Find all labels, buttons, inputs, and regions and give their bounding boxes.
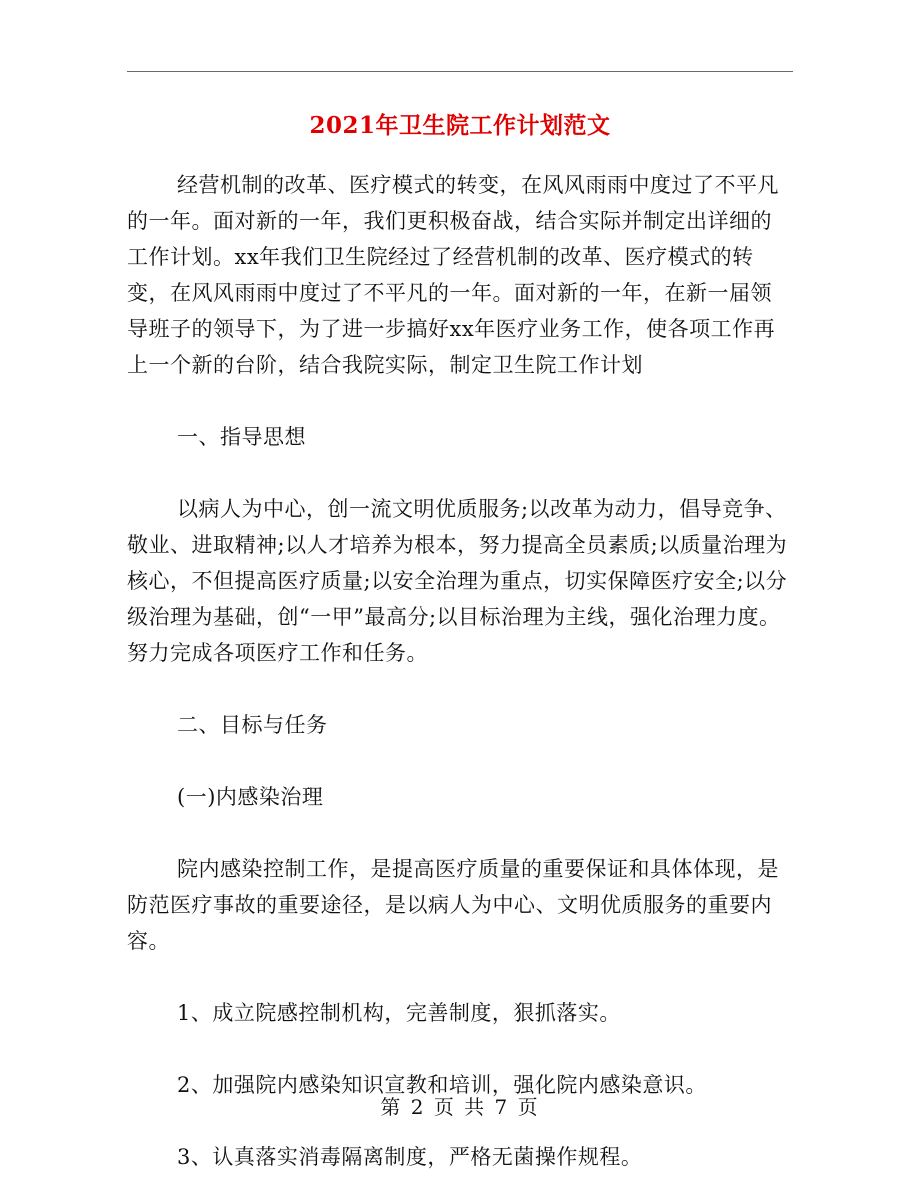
heading-guiding-ideology: 一、指导思想	[177, 425, 306, 449]
page-number: 第 2 页 共 7 页	[380, 1095, 540, 1119]
list-item: 2、加强院内感染知识宣教和培训，强化院内感染意识。	[177, 1073, 707, 1097]
paragraph-intro: 经营机制的改革、医疗模式的转变，在风风雨雨中度过了不平凡的一年。面对新的一年，我们更积极奋战，结合实际并制定出详细的工作计划。xx年我们卫生院经过了经营机制的改革、医疗模式的转变，在风风雨雨中度过了不平凡的一年。面对新的一年，在新一届领导班子的领导下，为了进一步搞好xx年医疗业务工作，使各项工作再上一个新的台阶，结合我院实际，制定卫生院工作计划	[127, 173, 779, 377]
header-rule	[127, 71, 793, 72]
subheading-infection-control: (一)内感染治理	[177, 785, 324, 809]
paragraph-guiding-ideology: 以病人为中心，创一流文明优质服务;以改革为动力，倡导竞争、敬业、进取精神;以人才培养为根本，努力提高全员素质;以质量治理为核心，不但提高医疗质量;以安全治理为重点，切实保障医疗安全;以分级治理为基础，创“一甲”最高分;以目标治理为主线，强化治理力度。努力完成各项医疗工作和任务。	[127, 497, 788, 665]
list-item: 3、认真落实消毒隔离制度，严格无菌操作规程。	[177, 1145, 643, 1169]
list-item: 1、成立院感控制机构，完善制度，狠抓落实。	[177, 1001, 621, 1025]
heading-goals-tasks: 二、目标与任务	[177, 713, 328, 737]
paragraph-infection-control: 院内感染控制工作，是提高医疗质量的重要保证和具体体现，是防范医疗事故的重要途径，是以病人为中心、文明优质服务的重要内容。	[127, 857, 779, 953]
document-body	[127, 167, 793, 1175]
document-title: 2021年卫生院工作计划范文	[309, 112, 611, 139]
